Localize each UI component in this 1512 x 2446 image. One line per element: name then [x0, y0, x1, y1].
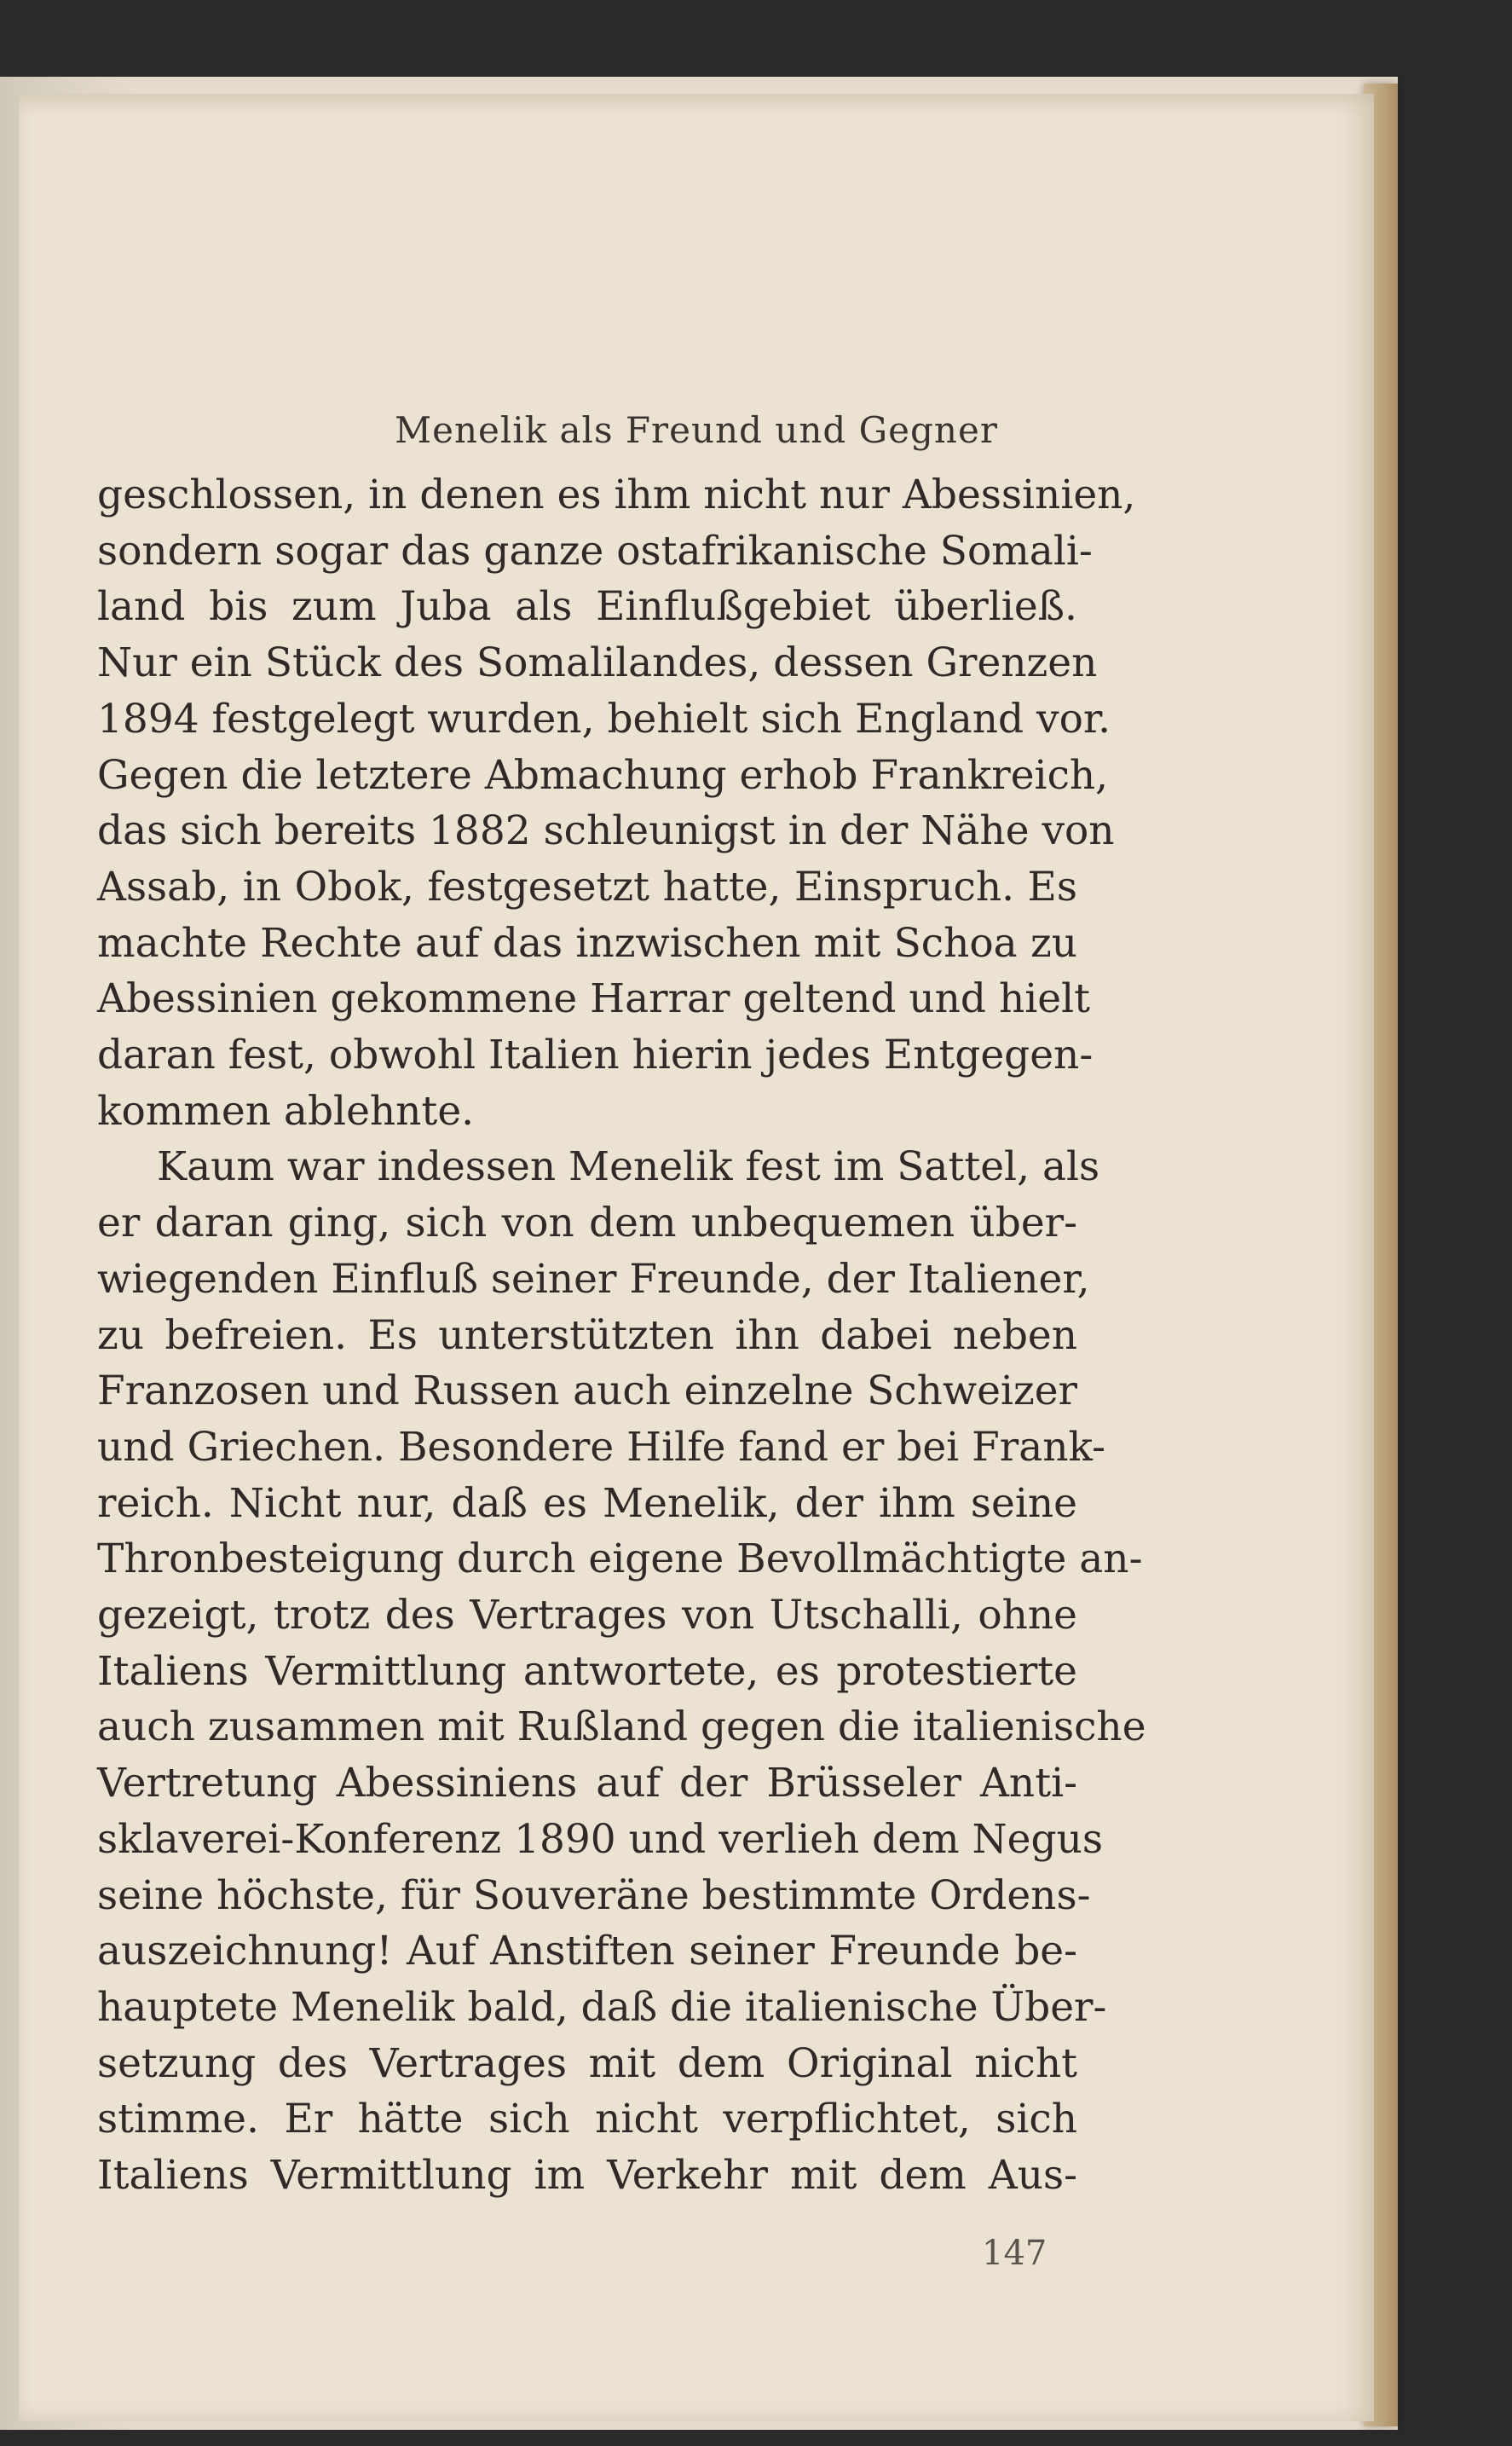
text-line: land bis zum Juba als Einflußgebiet überließ.	[97, 583, 1077, 631]
text-line: gezeigt, trotz des Vertrages von Utschalli, ohne	[97, 1592, 1077, 1639]
text-line: seine höchste, für Souveräne bestimmte Ordens-	[97, 1871, 1091, 1919]
book-page	[19, 94, 1374, 2421]
text-line: Thronbesteigung durch eigene Bevollmächtigte an-	[97, 1535, 1143, 1583]
text-line: stimme. Er hätte sich nicht verpflichtet, sich	[97, 2096, 1077, 2143]
text-line: machte Rechte auf das inzwischen mit Schoa zu	[97, 919, 1077, 967]
text-line: das sich bereits 1882 schleunigst in der Nähe von	[97, 807, 1115, 855]
text-line: Assab, in Obok, festgesetzt hatte, Einspruch. Es	[97, 863, 1077, 911]
text-line: Vertretung Abessiniens auf der Brüsseler Anti-	[97, 1760, 1077, 1807]
text-line: sondern sogar das ganze ostafrikanische Somali-	[97, 527, 1093, 575]
text-line: Nur ein Stück des Somalilandes, dessen Grenzen	[97, 639, 1098, 687]
running-head: Menelik als Freund und Gegner	[395, 409, 998, 451]
text-line: Gegen die letztere Abmachung erhob Frankreich,	[97, 751, 1109, 799]
text-line: sklaverei-Konferenz 1890 und verlieh dem Negus	[97, 1815, 1103, 1863]
text-line: geschlossen, in denen es ihm nicht nur Abessinien,	[97, 471, 1136, 518]
text-line: daran fest, obwohl Italien hierin jedes Entgegen-	[97, 1032, 1094, 1079]
text-line: zu befreien. Es unterstützten ihn dabei neben	[97, 1311, 1077, 1359]
text-line: Kaum war indessen Menelik fest im Sattel, als	[157, 1143, 1100, 1191]
text-line: Franzosen und Russen auch einzelne Schweizer	[97, 1368, 1077, 1415]
text-line: er daran ging, sich von dem unbequemen über-	[97, 1200, 1077, 1247]
body-text	[97, 467, 1146, 2204]
text-line: setzung des Vertrages mit dem Original nicht	[97, 2039, 1077, 2087]
text-line: und Griechen. Besondere Hilfe fand er bei Frank-	[97, 1423, 1106, 1471]
text-line: Abessinien gekommene Harrar geltend und hielt	[97, 975, 1090, 1023]
text-line: auch zusammen mit Rußland gegen die italienische	[97, 1703, 1146, 1751]
text-line: reich. Nicht nur, daß es Menelik, der ihm seine	[97, 1479, 1077, 1527]
text-line: Italiens Vermittlung im Verkehr mit dem Aus-	[97, 2152, 1077, 2200]
text-line: hauptete Menelik bald, daß die italienische Über-	[97, 1983, 1107, 2031]
text-line: 1894 festgelegt wurden, behielt sich England vor.	[97, 695, 1111, 743]
text-line: auszeichnung! Auf Anstiften seiner Freunde be-	[97, 1928, 1077, 1975]
text-line: Italiens Vermittlung antwortete, es protestierte	[97, 1647, 1077, 1695]
text-line: kommen ablehnte.	[97, 1087, 475, 1135]
text-line: wiegenden Einfluß seiner Freunde, der Italiener,	[97, 1255, 1090, 1303]
page-number: 147	[982, 2234, 1047, 2273]
